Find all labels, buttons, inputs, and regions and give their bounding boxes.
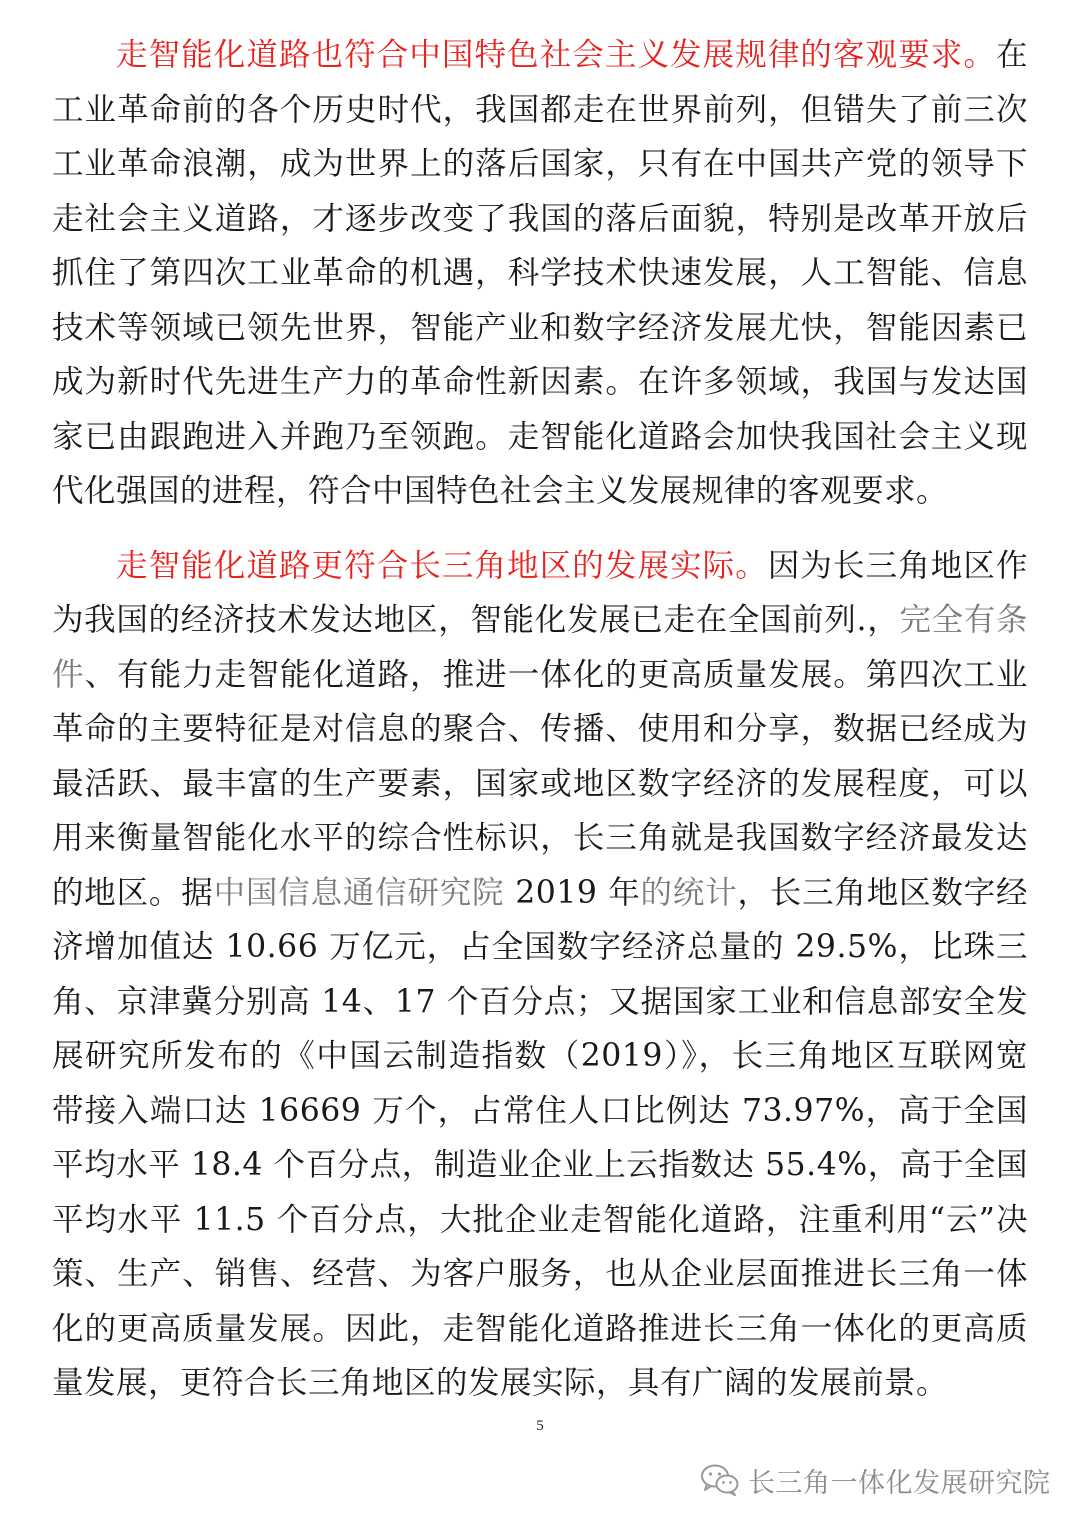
paragraph-2-year: 2019 年 <box>504 874 641 911</box>
paragraph-2 <box>52 539 1028 1411</box>
paragraph-2-source-name: 中国信息通信研究院 <box>213 874 505 911</box>
paragraph-2-lead: 走智能化道路更符合长三角地区的发展实际。 <box>116 547 768 584</box>
paragraph-1-lead: 走智能化道路也符合中国特色社会主义发展规律的客观要求。 <box>116 37 996 73</box>
paragraph-1 <box>52 28 1028 519</box>
paragraph-2-body-c: 、有能力走智能化道路，推进一体化的更高质量发展。第四次工业革命的主要特征是对信息的聚合、传播、使用和分享，数据已经成为最活跃、最丰富的生产要素，国家或地区数字经济的发展程度，可以用来衡量智能化水平的综合性标识，长三角就是我国数字经济最发达的地区。据 <box>52 656 1028 911</box>
paragraph-2-body-b: 完全有条件 <box>52 602 1028 693</box>
paragraph-2-body-a: 因为长三角地区作为我国的经济技术发达地区，智能化发展已走在全国前列.， <box>52 547 1028 638</box>
watermark <box>700 1455 1060 1505</box>
page-number: 5 <box>536 1418 544 1434</box>
document-page <box>52 28 1028 1431</box>
paragraph-1-body: 在工业革命前的各个历史时代，我国都走在世界前列，但错失了前三次工业革命浪潮，成为世界上的落后国家，只有在中国共产党的领导下走社会主义道路，才逐步改变了我国的落后面貌，特别是改革开放后抓住了第四次工业革命的机遇，科学技术快速发展，人工智能、信息技术等领域已领先世界，智能产业和数字经济发展尤快，智能因素已成为新时代先进生产力的革命性新因素。在许多领域，我国与发达国家已由跟跑进入并跑乃至领跑。走智能化道路会加快我国社会主义现代化强国的进程，符合中国特色社会主义发展规律的客观要求。 <box>52 37 1028 509</box>
paragraph-2-statistics: 的统计 <box>640 874 738 911</box>
paragraph-2-body-g: ，长三角地区数字经济增加值达 10.66 万亿元，占全国数字经济总量的 29.5%，比珠三角、京津冀分别高 14、17 个百分点；又据国家工业和信息部安全发展研究所发布的《中国云制造指数（2019）》，长三角地区互联网宽带接入端口达 16669 万个，占常住人口比例达 73.97%，高于全国平均水平 18.4 个百分点，制造业企业上云指数达 55.4%，高于全国平均水平 11.5 个百分点，大批企业走智能化道路，注重利用“云”决策、生产、销售、经营、为客户服务，也从企业层面推进长三角一体化的更高质量发展。因此，走智能化道路推进长三角一体化的更高质量发展，更符合长三角地区的发展实际，具有广阔的发展前景。 <box>52 874 1028 1401</box>
wechat-icon <box>700 1463 740 1497</box>
watermark-text: 长三角一体化发展研究院 <box>748 1467 1051 1499</box>
